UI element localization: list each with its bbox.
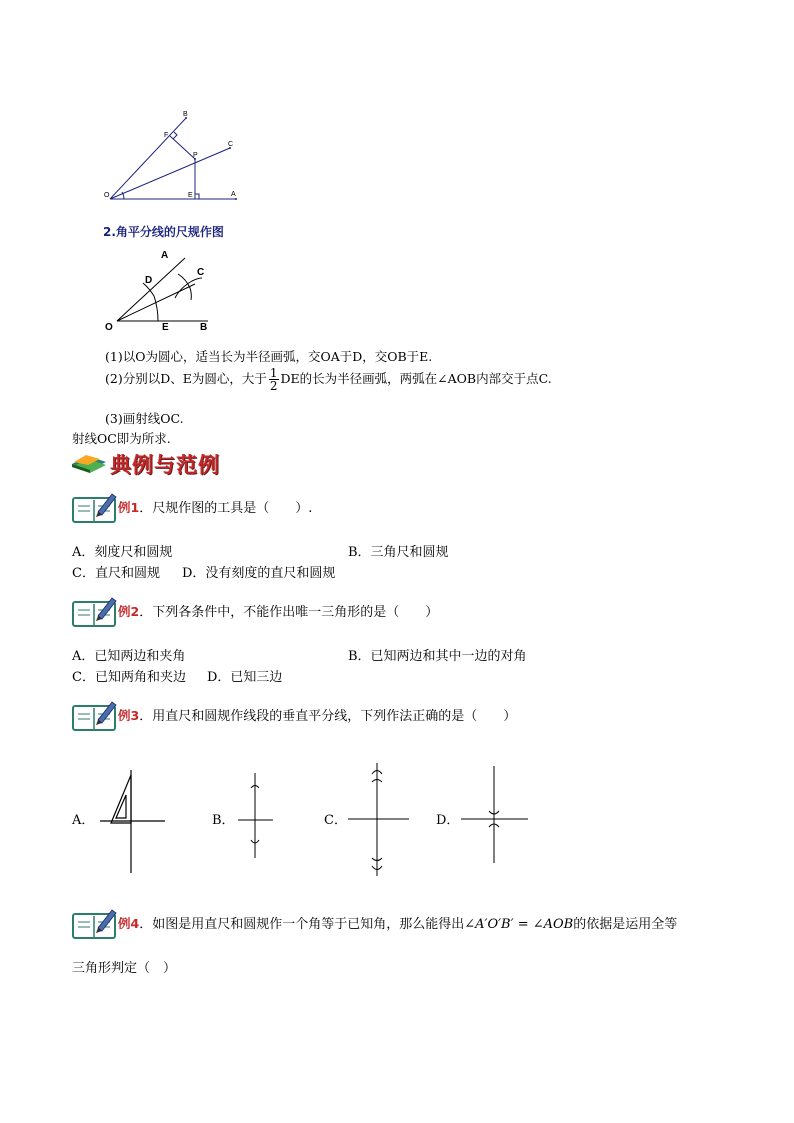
label-a: A (161, 250, 169, 261)
example-3-figure-c (345, 760, 415, 880)
label-c: C (197, 267, 205, 278)
example-4-text-a: ．如图是用直尺和圆规作一个角等于已知角，那么能得出 (139, 917, 465, 932)
example-4-question-line2: 三角形判定（ ） (72, 961, 177, 976)
arc-from-e (178, 274, 191, 300)
ray-oa (117, 258, 185, 321)
step-3: (3)画射线OC. (105, 411, 184, 426)
arc-from-d (175, 278, 202, 298)
example-2-text: ．下列各条件中，不能作出唯一三角形的是（ ） (139, 605, 439, 620)
example-1-option-a: A．刻度尺和圆规 (72, 545, 173, 560)
example-1-text: ．尺规作图的工具是（ ）. (139, 501, 313, 516)
conclusion-text: 射线OC即为所求. (72, 431, 171, 446)
example-3-figure-b (235, 770, 280, 862)
example-1-label: 例1 (118, 500, 140, 515)
example-2-option-a: A．已知两边和夹角 (72, 649, 186, 664)
figure-bisector-construction (100, 246, 225, 336)
arc-de (143, 283, 158, 321)
example-3-option-d-label: D． (436, 813, 460, 828)
fraction-one-half: $\frac{1}{2}$ (269, 366, 278, 393)
example-2-question (118, 601, 438, 620)
example-book-icon (72, 908, 118, 940)
books-icon (70, 450, 110, 474)
step-1: (1)以O为圆心，适当长为半径画弧，交OA于D，交OB于E. (105, 349, 433, 364)
example-3-figure-d (458, 763, 533, 868)
example-book-icon (72, 492, 118, 524)
ray-ob (110, 118, 186, 199)
example-3-option-a-label: A． (72, 813, 95, 828)
example-3-question (118, 705, 516, 724)
example-1-option-c: C．直尺和圆规 (72, 566, 160, 581)
example-3-label: 例3 (118, 708, 140, 723)
label-e: E (162, 322, 169, 333)
example-4-label: 例4 (118, 916, 140, 931)
example-4-text-b: 的依据是运用全等 (573, 917, 678, 932)
label-b: B (200, 322, 208, 333)
right-angle-mark-e (195, 194, 199, 199)
example-2-option-b: B．已知两边和其中一边的对角 (348, 649, 527, 664)
label-o: O (104, 192, 110, 199)
label-o: O (105, 322, 113, 333)
section-title: 2.角平分线的尺规作图 (103, 225, 224, 239)
step-2-text-b: DE的长为半径画弧，两弧在∠AOB内部交于点C. (280, 371, 552, 386)
example-3-figure-a (95, 765, 170, 880)
label-d: D (145, 275, 153, 286)
right-angle-mark-f (173, 132, 177, 139)
example-2-label: 例2 (118, 604, 140, 619)
example-2-option-d: D．已知三边 (207, 670, 283, 685)
ray-oc (110, 148, 230, 199)
banner-title: 典例与范例 (110, 452, 220, 477)
example-3-text: ．用直尺和圆规作线段的垂直平分线，下列作法正确的是（ ） (139, 709, 517, 724)
step-2 (105, 367, 552, 392)
label-e: E (188, 192, 193, 199)
example-1-option-b: B．三角尺和圆规 (348, 545, 449, 560)
segment-pf (170, 136, 195, 159)
example-book-icon (72, 596, 118, 628)
example-4-math: ∠A′O′B′ = ∠AOB (464, 917, 574, 932)
figure-angle-bisector-property (100, 108, 250, 208)
example-2-option-c: C．已知两角和夹边 (72, 670, 186, 685)
label-f: F (164, 132, 169, 139)
label-b: B (183, 111, 188, 118)
step-2-text-a: (2)分别以D、E为圆心，大于 (105, 371, 267, 386)
label-a: A (231, 191, 236, 198)
example-1-question (118, 497, 312, 516)
label-c: C (228, 141, 234, 148)
example-4-question (118, 913, 677, 932)
example-3-option-c-label: C． (324, 813, 347, 828)
example-3-option-b-label: B． (212, 813, 235, 828)
example-1-option-d: D．没有刻度的直尺和圆规 (182, 566, 336, 581)
example-book-icon (72, 700, 118, 732)
label-p: P (193, 152, 198, 159)
